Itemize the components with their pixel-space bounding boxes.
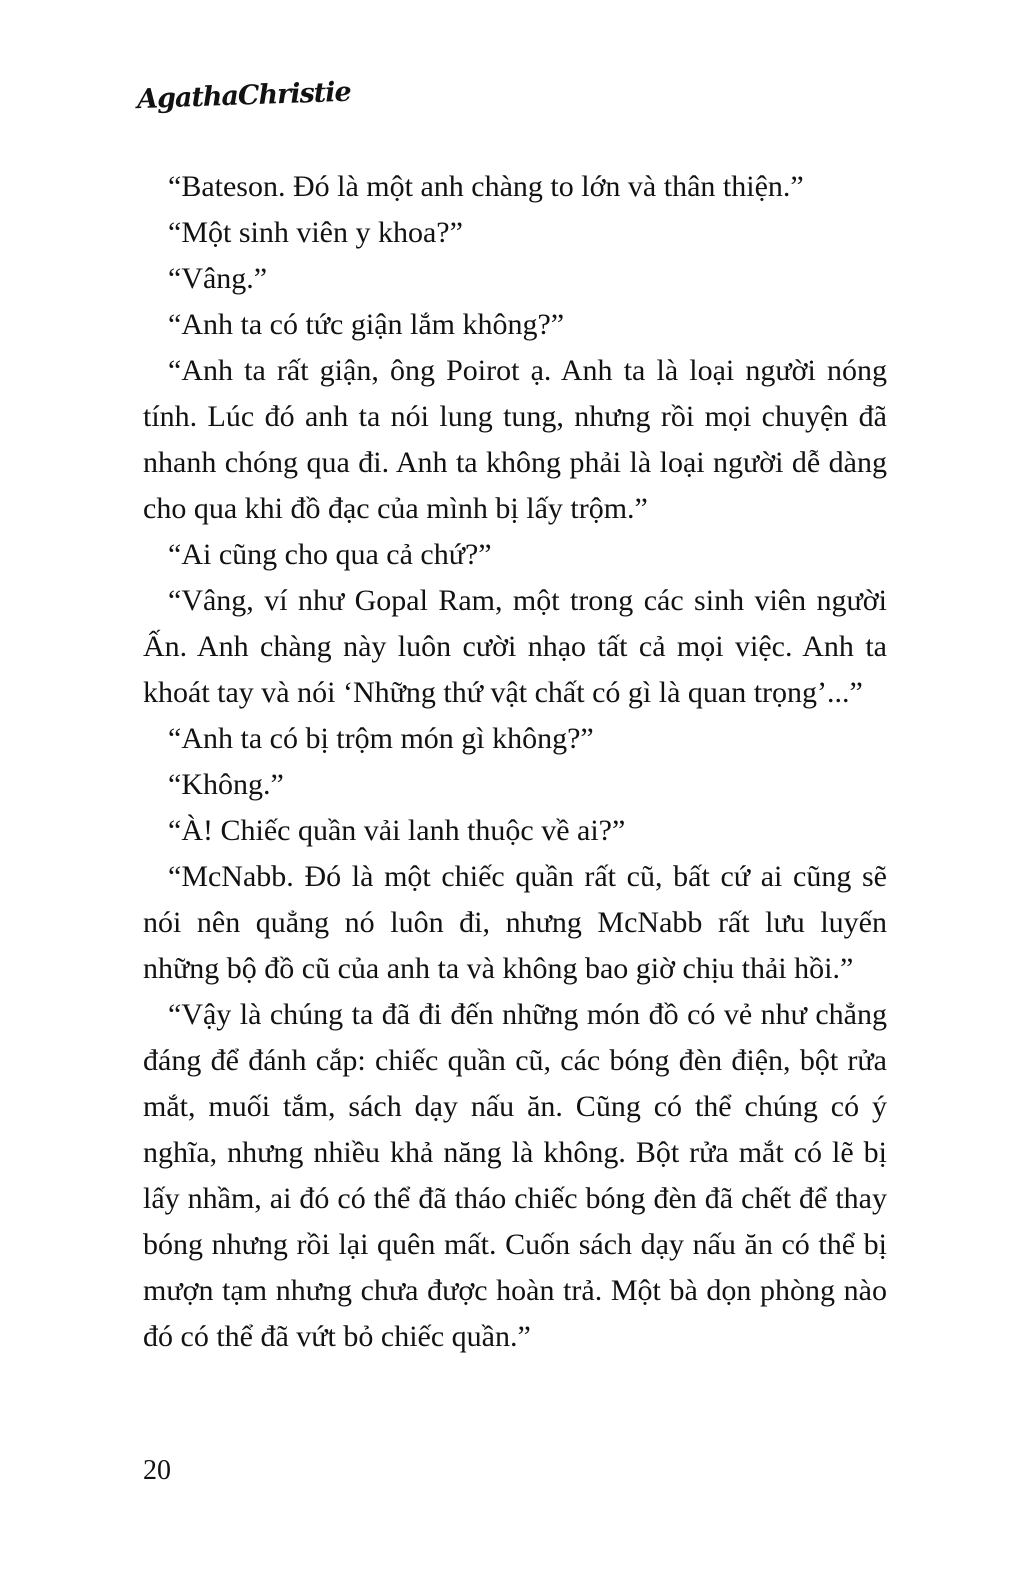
paragraph: “Anh ta rất giận, ông Poirot ạ. Anh ta là loại người nóng tính. Lúc đó anh ta nói lung tung, nhưng rồi mọi chuyện đã nhanh chóng qua đi. Anh ta không phải là loại người dễ dàng cho qua khi đồ đạc của mình bị lấy trộm.”	[143, 354, 887, 525]
paragraph: “À! Chiếc quần vải lanh thuộc về ai?”	[168, 814, 626, 847]
page-number: 20	[143, 1455, 171, 1486]
paragraph: “Vâng, ví như Gopal Ram, một trong các sinh viên người Ấn. Anh chàng này luôn cười nhạo tất cả mọi việc. Anh ta khoát tay và nói ‘Những thứ vật chất có gì là quan trọng’...”	[143, 584, 887, 709]
author-signature-logo	[135, 68, 375, 120]
paragraph: “Vậy là chúng ta đã đi đến những món đồ có vẻ như chẳng đáng để đánh cắp: chiếc quần cũ, các bóng đèn điện, bột rửa mắt, muối tắm, sách dạy nấu ăn. Cũng có thể chúng có ý nghĩa, nhưng nhiều khả năng là không. Bột rửa mắt có lẽ bị lấy nhầm, ai đó có thể đã tháo chiếc bóng đèn đã chết để thay bóng nhưng rồi lại quên mất. Cuốn sách dạy nấu ăn có thể bị mượn tạm nhưng chưa được hoàn trả. Một bà dọn phòng nào đó có thể đã vứt bỏ chiếc quần.”	[143, 998, 887, 1353]
paragraph: “Anh ta có bị trộm món gì không?”	[168, 722, 594, 755]
paragraph: “Không.”	[168, 768, 284, 801]
paragraph: “Bateson. Đó là một anh chàng to lớn và thân thiện.”	[168, 170, 804, 203]
paragraph: “McNabb. Đó là một chiếc quần rất cũ, bất cứ ai cũng sẽ nói nên quẳng nó luôn đi, nhưng McNabb rất lưu luyến những bộ đồ cũ của anh ta và không bao giờ chịu thải hồi.”	[143, 860, 887, 985]
paragraph: “Một sinh viên y khoa?”	[168, 216, 463, 249]
paragraph: “Ai cũng cho qua cả chứ?”	[168, 538, 492, 571]
signature-icon	[135, 68, 375, 120]
paragraph: “Vâng.”	[168, 262, 268, 295]
body-text	[143, 164, 887, 1360]
paragraph: “Anh ta có tức giận lắm không?”	[168, 308, 565, 341]
author-signature-text: AgathaChristie	[136, 76, 352, 116]
